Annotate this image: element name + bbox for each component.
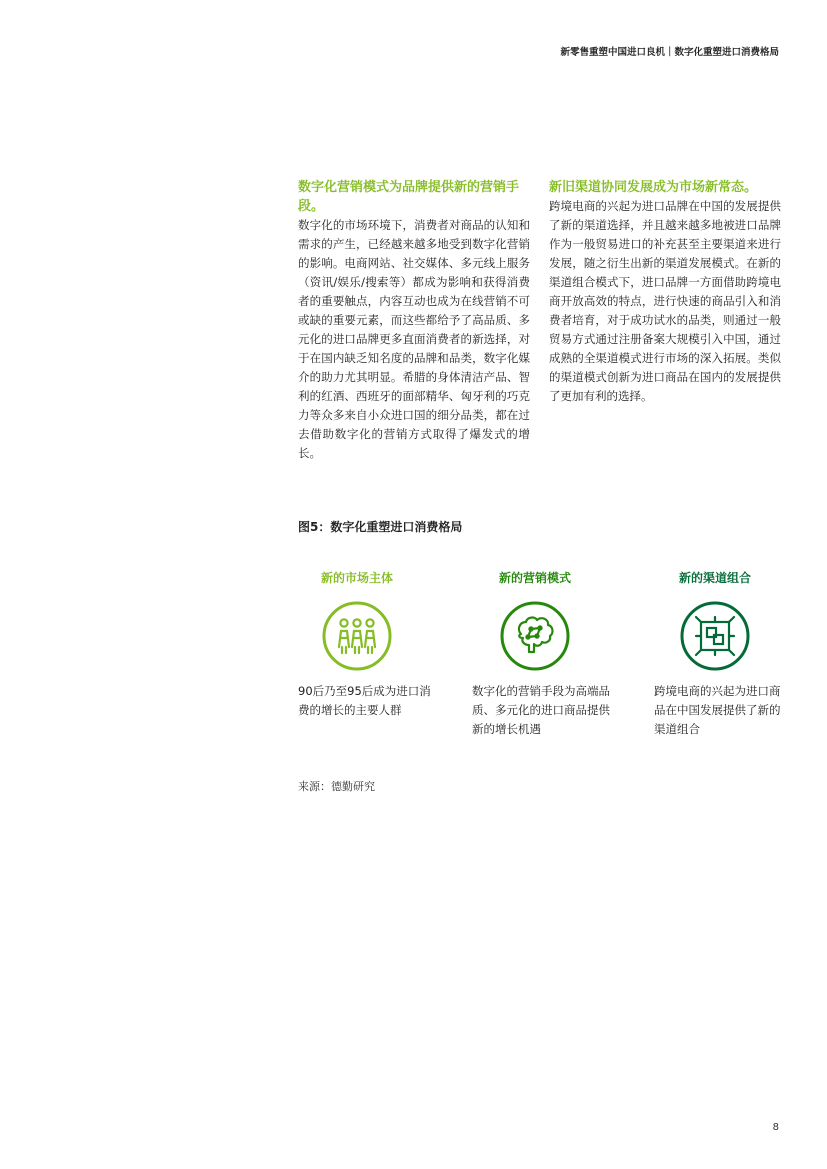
figure-item-marketing-mode bbox=[460, 570, 610, 739]
figure-source: 来源：德勤研究 bbox=[298, 780, 375, 793]
brain-icon bbox=[499, 600, 571, 672]
figure-item-text: 跨境电商的兴起为进口商品在中国发展提供了新的渠道组合 bbox=[654, 684, 781, 736]
figure-item-title: 新的营销模式 bbox=[498, 571, 571, 585]
figure-item-text: 90后乃至95后成为进口消费的增长的主要人群 bbox=[298, 684, 431, 717]
page-number: 8 bbox=[772, 1122, 779, 1133]
figure-item-title: 新的市场主体 bbox=[320, 571, 393, 585]
figure-item-title: 新的渠道组合 bbox=[678, 571, 751, 585]
left-column-heading: 数字化营销模式为品牌提供新的营销手段。 bbox=[298, 180, 520, 214]
right-column-body: 跨境电商的兴起为进口品牌在中国的发展提供了新的渠道选择，并且越来越多地被进口品牌作为一般贸易进口的补充甚至主要渠道来进行发展，随之衍生出新的渠道发展模式。在新的渠道组合模式下，进口品牌一方面借助跨境电商开放高效的特点，进行快速的商品引入和消费者培育，对于成功试水的品类，则通过一般贸易方式通过注册备案大规模引入中国，通过成熟的全渠道模式进行市场的深入拓展。类似的渠道模式创新为进口商品在国内的发展提供了更加有利的选择。 bbox=[549, 199, 781, 403]
right-text-column bbox=[549, 178, 781, 406]
page-header-title: 新零售重塑中国进口良机｜数字化重塑进口消费格局 bbox=[560, 47, 779, 58]
figure-title: 图5：数字化重塑进口消费格局 bbox=[298, 520, 463, 534]
left-text-column bbox=[298, 178, 530, 463]
figure-item-text: 数字化的营销手段为高端品质、多元化的进口商品提供新的增长机遇 bbox=[472, 684, 610, 736]
figure-item-channel-mix bbox=[640, 570, 790, 739]
channel-network-icon bbox=[679, 600, 751, 672]
figure-item-market-subject bbox=[282, 570, 432, 720]
left-column-body: 数字化的市场环境下，消费者对商品的认知和需求的产生，已经越来越多地受到数字化营销的影响。电商网站、社交媒体、多元线上服务（资讯/娱乐/搜索等）都成为影响和获得消费者的重要触点，内容互动也成为在线营销不可或缺的重要元素，而这些都给予了高品质、多元化的进口品牌更多直面消费者的新选择，对于在国内缺乏知名度的品牌和品类，数字化媒介的助力尤其明显。希腊的身体清洁产品、智利的红酒、西班牙的面部精华、匈牙利的巧克力等众多来自小众进口国的细分品类，都在过去借助数字化的营销方式取得了爆发式的增长。 bbox=[298, 218, 530, 460]
people-group-icon bbox=[321, 600, 393, 672]
right-column-heading: 新旧渠道协同发展成为市场新常态。 bbox=[549, 180, 758, 195]
